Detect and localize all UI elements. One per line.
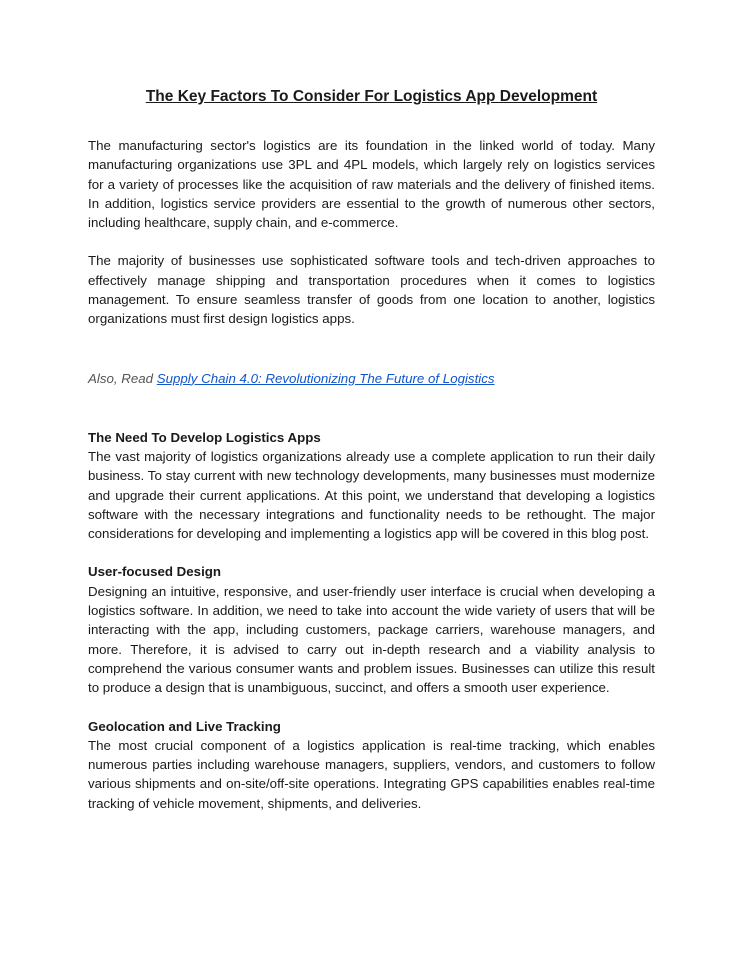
also-read-prefix: Also, Read [88, 370, 154, 386]
document-page [88, 86, 655, 813]
section-body-user-design: Designing an intuitive, responsive, and user-friendly user interface is crucial when developing a logistics software. In addition, we need to take into account the wide variety of users that will be interacting with the app, including customers, package carriers, warehouse managers, and more. Therefore, it is advised to carry out in-depth research and a viability analysis to comprehend the various consumer wants and problem issues. Businesses can utilize this result to produce a design that is unambiguous, succinct, and offers a smooth user experience. [88, 583, 655, 696]
section-body-need: The vast majority of logistics organizations already use a complete application to run their daily business. To stay current with new technology developments, many businesses must modernize and upgrade their current applications. At this point, we understand that developing a logistics software with the necessary integrations and functionality needs to be rethought. The major considerations for developing and implementing a logistics app will be covered in this blog post. [88, 448, 655, 542]
section-heading-need: The Need To Develop Logistics Apps [88, 429, 321, 445]
section-heading-geolocation: Geolocation and Live Tracking [88, 718, 281, 734]
section-body-geolocation: The most crucial component of a logistics application is real-time tracking, which enables numerous parties including warehouse managers, suppliers, vendors, and customers to follow various shipments and on-site/off-site operations. Integrating GPS capabilities enables real-time tracking of vehicle movement, shipments, and deliveries. [88, 737, 655, 811]
section-heading-user-design: User-focused Design [88, 564, 222, 580]
also-read-line [88, 369, 655, 388]
intro-paragraph-1: The manufacturing sector's logistics are its foundation in the linked world of today. Many manufacturing organizations use 3PL and 4PL models, which largely rely on logistics services for a variety of processes like the acquisition of raw materials and the delivery of finished items. In addition, logistics service providers are essential to the growth of numerous other sectors, including healthcare, supply chain, and e-commerce. [88, 138, 655, 231]
document-title: The Key Factors To Consider For Logistics App Development [145, 88, 598, 105]
intro-paragraph-2: The majority of businesses use sophisticated software tools and tech-driven approaches to effectively manage shipping and transportation procedures when it comes to logistics management. To ensure seamless transfer of goods from one location to another, logistics organizations must first design logistics apps. [88, 253, 655, 327]
also-read-link[interactable]: Supply Chain 4.0: Revolutionizing The Future of Logistics [156, 370, 495, 386]
